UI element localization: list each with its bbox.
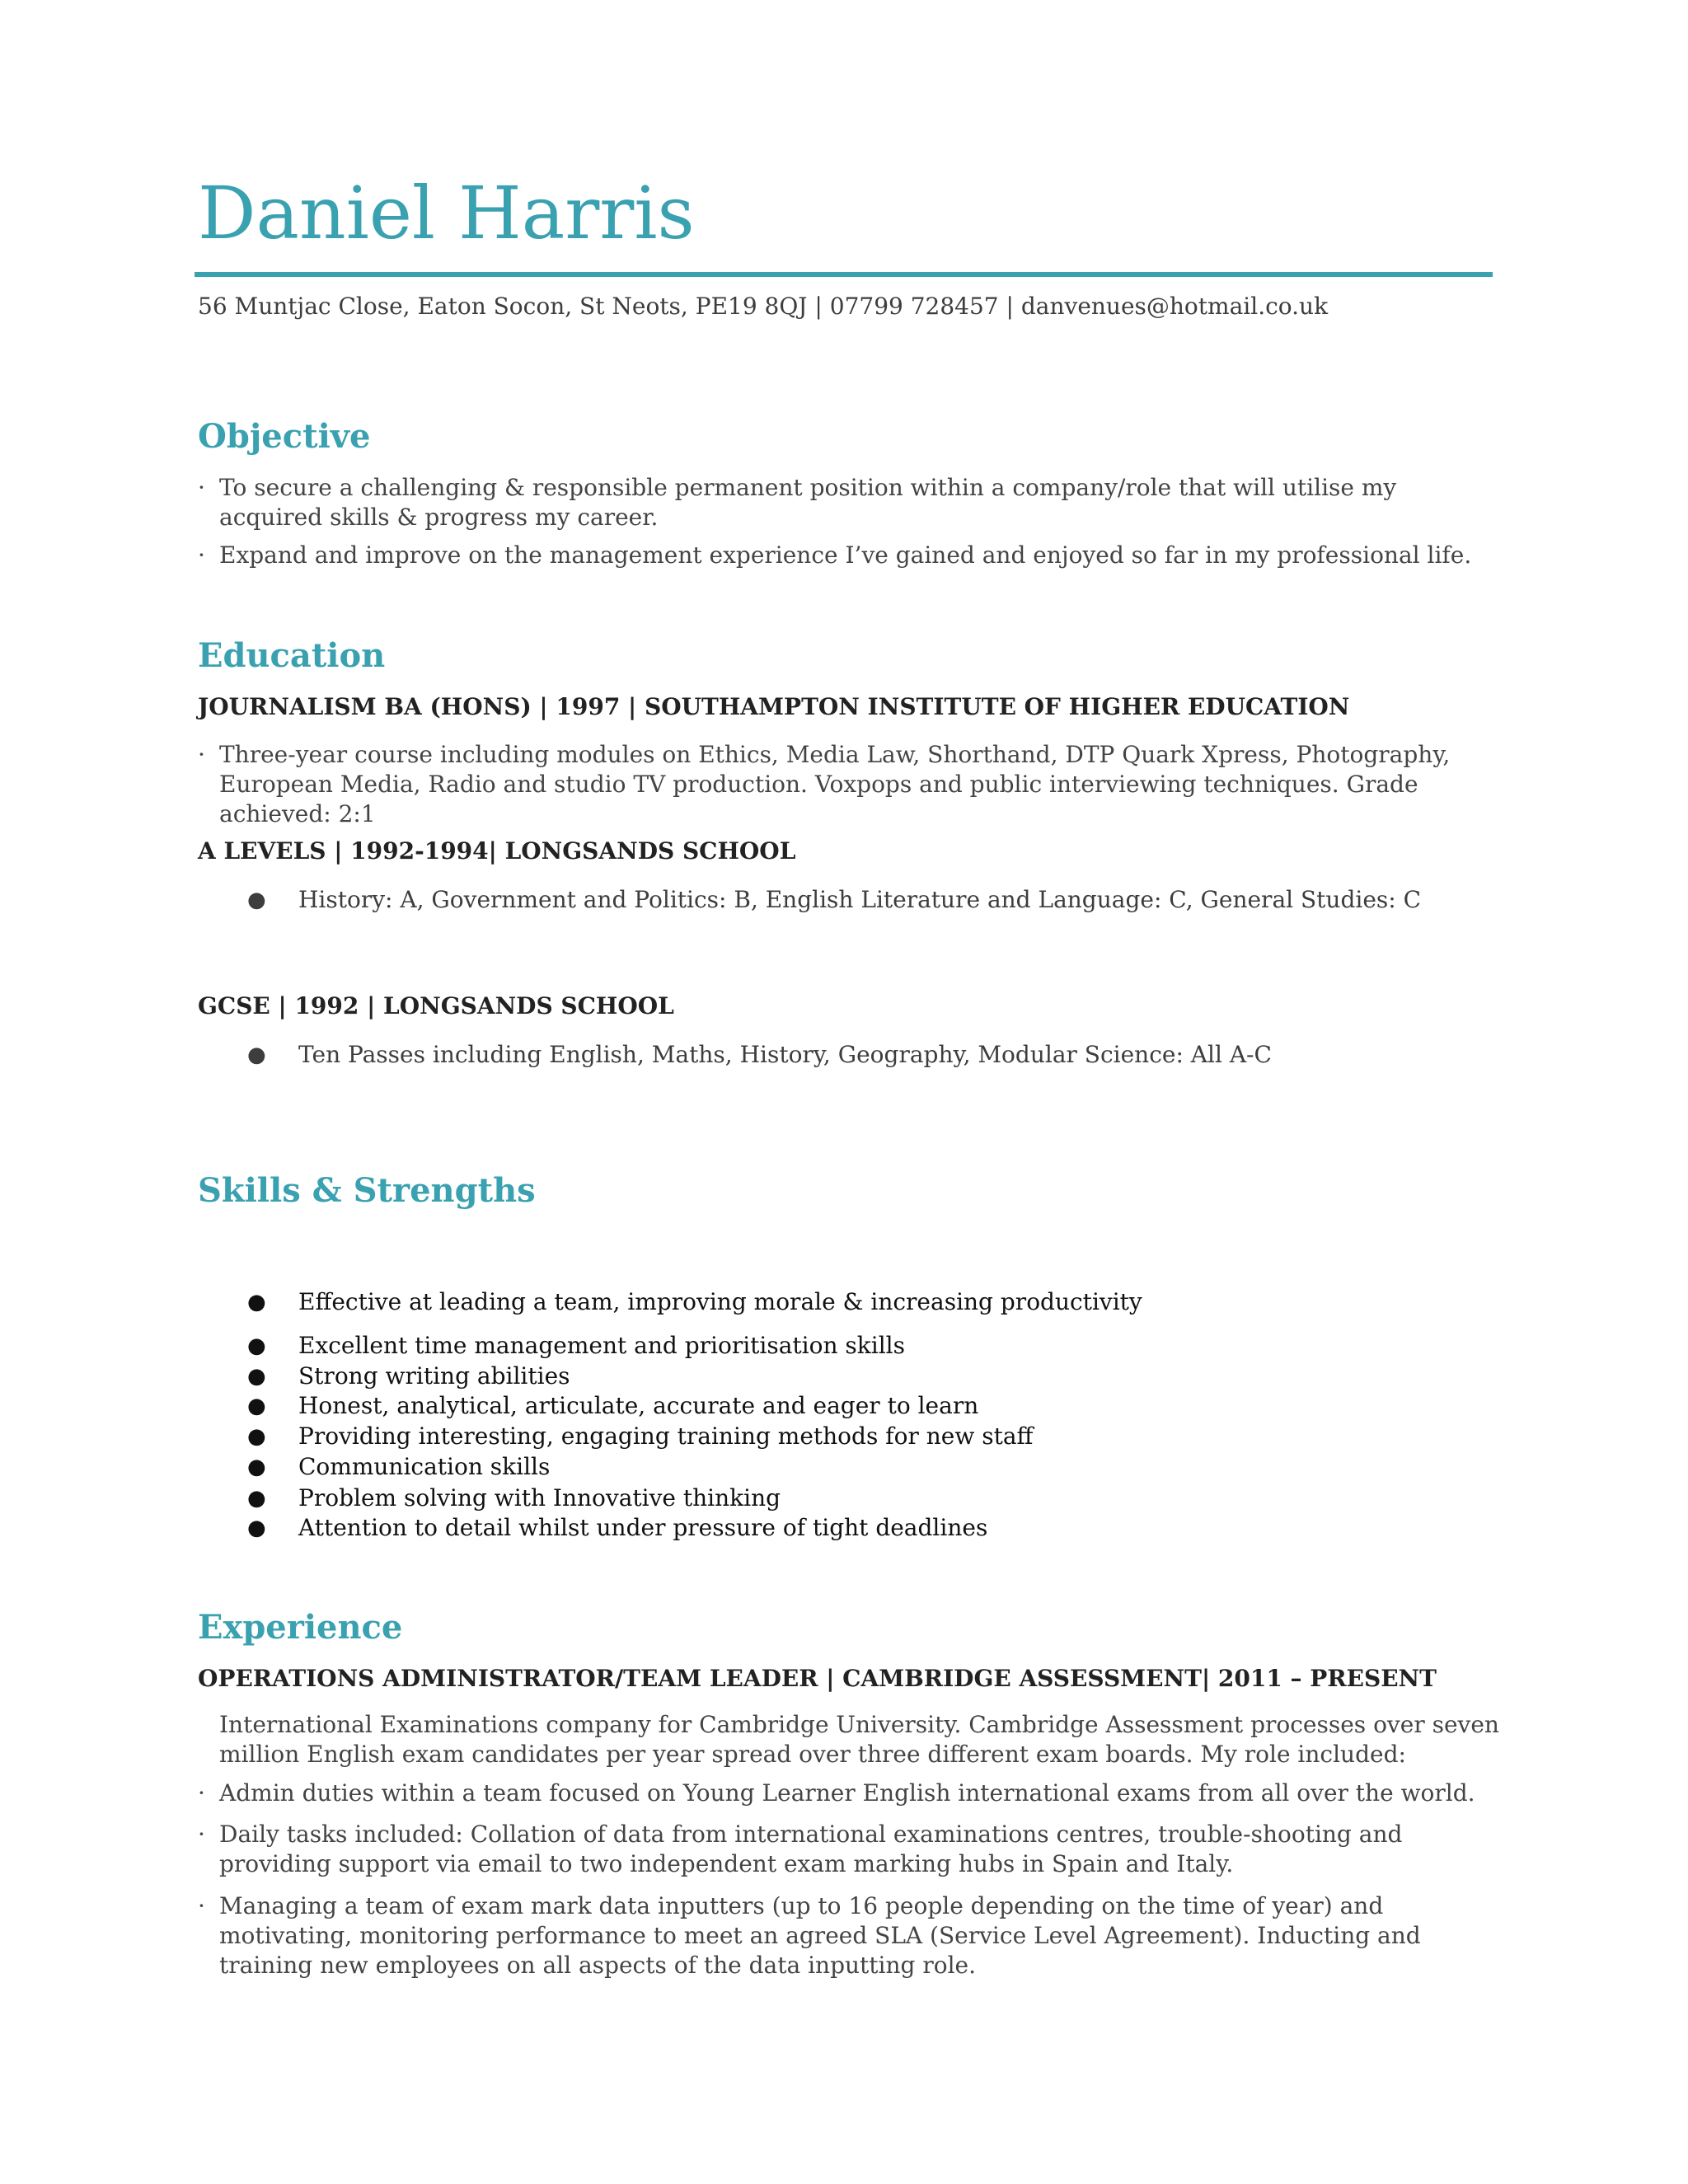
skills-heading: Skills & Strengths <box>198 1171 536 1210</box>
header-divider <box>195 272 1493 277</box>
experience-heading: Experience <box>198 1608 403 1647</box>
skill-text: Providing interesting, engaging training methods for new staff <box>298 1422 1034 1450</box>
bullet-dot: ● <box>247 1043 266 1067</box>
education-detail-text: History: A, Government and Politics: B, English Literature and Language: C, General Studies: C <box>298 886 1422 913</box>
bullet-dot: · <box>198 541 205 569</box>
experience-item <box>198 1891 1500 1980</box>
experience-item <box>198 1820 1500 1879</box>
education-heading: Education <box>198 636 386 675</box>
education-detail-text: Three-year course including modules on Ethics, Media Law, Shorthand, DTP Quark Xpress, Photography, European Media, Radio and studio TV production. Voxpops and public interviewing techniques. Grade achieved: 2:1 <box>219 741 1451 827</box>
experience-item <box>198 1779 1500 1808</box>
education-entry-title: GCSE | 1992 | LONGSANDS SCHOOL <box>198 992 674 1019</box>
bullet-dot: · <box>198 741 205 768</box>
skill-text: Excellent time management and prioritisation skills <box>298 1332 905 1359</box>
bullet-dot: ● <box>247 1516 266 1540</box>
skill-text: Attention to detail whilst under pressure of tight deadlines <box>298 1514 988 1541</box>
experience-intro: International Examinations company for Cambridge University. Cambridge Assessment processes over seven million English exam candidates per year spread over three different exam boards. My role included: <box>219 1711 1499 1768</box>
objective-item <box>198 541 1500 570</box>
bullet-dot: · <box>198 1779 205 1807</box>
skill-text: Problem solving with Innovative thinking <box>298 1484 781 1511</box>
education-detail-text: Ten Passes including English, Maths, History, Geography, Modular Science: All A-C <box>298 1041 1272 1068</box>
skill-text: Communication skills <box>298 1453 551 1480</box>
bullet-dot: ● <box>247 1394 266 1418</box>
objective-item <box>198 473 1500 532</box>
objective-item-text: To secure a challenging & responsible permanent position within a company/role that will utilise my acquired skills & progress my career. <box>219 474 1397 531</box>
bullet-dot: ● <box>247 1424 266 1449</box>
bullet-dot: ● <box>247 1455 266 1479</box>
experience-job-title: OPERATIONS ADMINISTRATOR/TEAM LEADER | CAMBRIDGE ASSESSMENT| 2011 – PRESENT <box>198 1665 1437 1692</box>
education-entry-title: JOURNALISM BA (HONS) | 1997 | SOUTHAMPTON INSTITUTE OF HIGHER EDUCATION <box>198 693 1350 720</box>
bullet-dot: ● <box>247 1486 266 1511</box>
objective-heading: Objective <box>198 417 371 456</box>
experience-item-text: Daily tasks included: Collation of data from international examinations centres, trouble-shooting and providing support via email to two independent exam marking hubs in Spain and Italy. <box>219 1821 1403 1877</box>
bullet-dot: ● <box>247 888 266 912</box>
bullet-dot: · <box>198 1892 205 1919</box>
candidate-name: Daniel Harris <box>198 171 695 255</box>
bullet-dot: · <box>198 1821 205 1848</box>
objective-item-text: Expand and improve on the management experience I’ve gained and enjoyed so far in my professional life. <box>219 541 1472 569</box>
skill-text: Effective at leading a team, improving morale & increasing productivity <box>298 1288 1142 1315</box>
skill-text: Strong writing abilities <box>298 1362 570 1390</box>
bullet-dot: ● <box>247 1333 266 1358</box>
experience-item-text: Admin duties within a team focused on Young Learner English international exams from all over the world. <box>219 1779 1475 1807</box>
skill-text: Honest, analytical, articulate, accurate and eager to learn <box>298 1392 979 1419</box>
bullet-dot: · <box>198 474 205 501</box>
experience-item-text: Managing a team of exam mark data inputters (up to 16 people depending on the time of year) and motivating, monitoring performance to meet an agreed SLA (Service Level Agreement). Inducting and training new employees on all aspects of the data inputting role. <box>219 1892 1421 1979</box>
education-entry-detail <box>198 740 1500 829</box>
bullet-dot: ● <box>247 1290 266 1315</box>
bullet-dot: ● <box>247 1364 266 1389</box>
contact-details: 56 Muntjac Close, Eaton Socon, St Neots, PE19 8QJ | 07799 728457 | danvenues@hotmail.co.uk <box>198 293 1329 320</box>
education-entry-title: A LEVELS | 1992-1994| LONGSANDS SCHOOL <box>198 837 796 865</box>
